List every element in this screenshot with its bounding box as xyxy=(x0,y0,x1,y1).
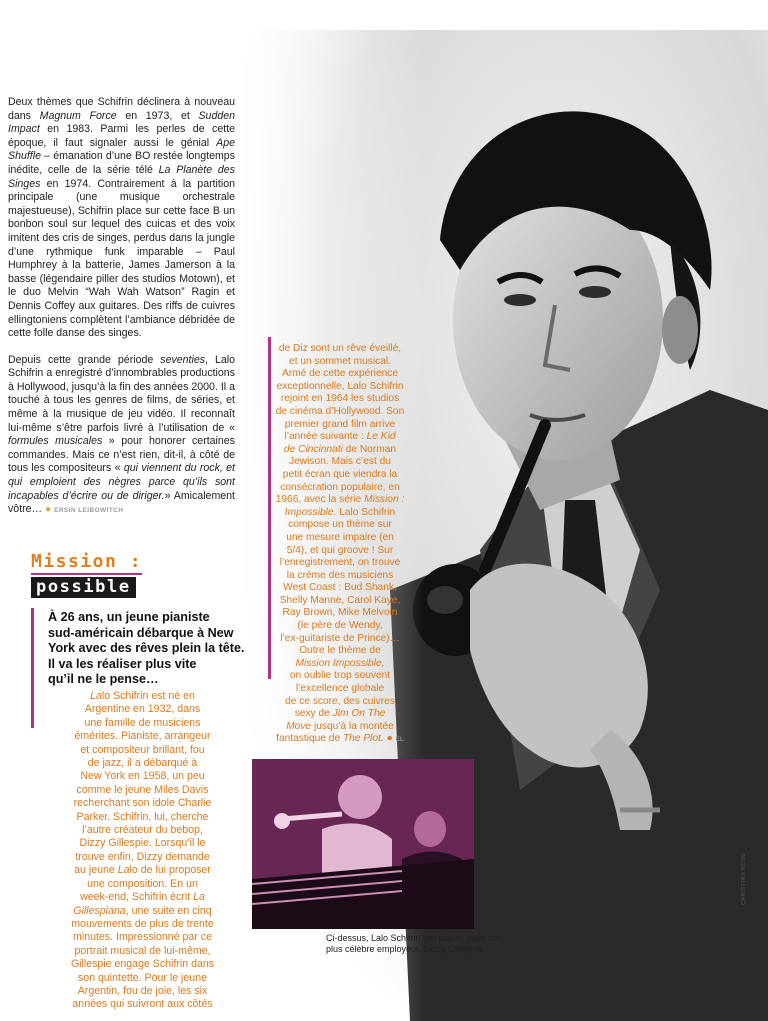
column-line: Impossible. Lalo Schifrin xyxy=(284,506,396,518)
column-line: New York en 1958, un peu xyxy=(80,770,205,783)
column-line: rejoint en 1964 les studios xyxy=(280,393,400,405)
section-heading xyxy=(31,552,161,598)
column-line: (le père de Wendy, xyxy=(297,620,383,632)
italic-text: formules musicales xyxy=(8,435,103,448)
text-run: » pour honorer certaines commandes. Mais ce n’est rien, dit-il, à côté de tous les compositeurs « xyxy=(8,435,235,475)
column-line: Mission Impossible, xyxy=(295,657,385,669)
column-line: la crème des musiciens xyxy=(286,569,394,581)
column-line: Argentine en 1932, dans xyxy=(84,703,201,716)
column-line: consécration populaire, en xyxy=(280,481,400,493)
column-line: compose un thème sur xyxy=(288,519,392,531)
column-line: on oublie trop souvent xyxy=(289,670,391,682)
article-paragraph-2 xyxy=(8,354,235,518)
column-line: Move jusqu’à la montée xyxy=(286,720,394,732)
text-run: – émanation d’une BO restée longtemps inédite, celle de la série télé xyxy=(8,150,235,176)
column-line: Ray Brown, Mike Melvoin xyxy=(282,607,398,619)
column-line: Armé de cette expérience xyxy=(281,368,399,380)
text-run: en 1973, et xyxy=(116,109,199,122)
column-line: sexy de Jim On The xyxy=(294,708,386,720)
article-paragraph-1 xyxy=(8,96,235,341)
author-signature: ERSIN LEIBOWITCH xyxy=(54,507,124,515)
column-line: l’enregistrement, on trouve xyxy=(279,557,401,569)
column-line: Argentin, fou de joie, les six xyxy=(77,984,208,997)
caption-line: Ci-dessus, Lalo Schifrin (au piano) avec son xyxy=(326,933,503,943)
column-line: et un sommet musical. xyxy=(289,355,391,367)
sidebar-column xyxy=(266,343,414,747)
body-column-orange xyxy=(40,690,245,1012)
text-run: Depuis cette grande période xyxy=(8,353,161,366)
lead-line: York avec des rêves plein la tête. xyxy=(48,641,245,655)
column-line: 1966, avec la série Mission : xyxy=(275,494,405,506)
column-line: de jazz, il a débarqué à xyxy=(87,757,198,770)
italic-text: qui viennent du rock, et qui emploient des nègres parce qu’ils sont incapables d’écrire ou de diriger. xyxy=(8,462,235,502)
column-line: exceptionnelle, Lalo Schifrin xyxy=(276,380,404,392)
column-line: de ce score, des cuivres xyxy=(285,695,395,707)
column-line: au jeune Lalo de lui proposer xyxy=(74,864,211,877)
text-run: Deux thèmes que Schifrin déclinera à nouveau dans xyxy=(8,96,235,122)
column-line: fantastique de The Plot. ● EL xyxy=(276,733,404,745)
italic-text: Ape Shuffle xyxy=(8,136,235,163)
column-line: années qui suivront aux côtés xyxy=(72,998,213,1011)
text-run: » Amicalement vôtre… xyxy=(8,489,236,516)
text-run: en 1974. Contrairement à la partition principale (une musique orchestrale majestueuse), Schifrin place sur cette face B un bonbon soul sur lequel des cuicas et des voix imitent des cris de singes, perdus dans la jungle d’une rythmique funk imparable – Paul Humphrey à la batterie, James Jamerson à la basse (légendaire piller des studios Motown), et le duo Melvin “Wah Wah Watson” Ragin et Dennis Coffey aux guitares. Des riffs de cuivres ellingtoniens complètent l’ambiance débridée de cette folle danse des singes. xyxy=(8,177,235,340)
column-line: Lalo Schifrin est né en xyxy=(90,690,195,702)
column-line: comme le jeune Miles Davis xyxy=(76,783,209,796)
article-column xyxy=(8,96,235,531)
column-line: Outre le thème de xyxy=(299,645,381,657)
column-line: minutes. Impressionné par ce xyxy=(73,931,212,944)
column-line: une mesure impaire (en xyxy=(286,531,394,543)
italic-text: La Planète des Singes xyxy=(8,163,235,190)
column-line: une composition. En un xyxy=(87,877,198,890)
column-line: Shelly Manne, Carol Kaye, xyxy=(279,594,401,606)
column-line: portrait musical de lui-même, xyxy=(74,944,211,957)
column-line: et compositeur brillant, fou xyxy=(80,743,205,756)
column-line: mouvements de plus de trente xyxy=(71,917,214,930)
text-run: en 1983. Parmi les perles de cette époque, il faut signaler aussi le génial xyxy=(8,123,235,149)
lead-line: qu’il ne le pense… xyxy=(48,672,159,686)
column-line: recherchant son idole Charlie xyxy=(73,797,212,810)
column-line: petit écran que viendra la xyxy=(282,468,398,480)
heading-line-2: possible xyxy=(31,577,136,598)
bullet-icon: ● xyxy=(45,504,52,516)
column-line: une famille de musiciens xyxy=(84,716,201,729)
column-line: week-end, Schifrin écrit La xyxy=(80,891,205,904)
italic-text: Sudden Impact xyxy=(8,109,236,136)
italic-text: Magnum Force xyxy=(39,109,117,122)
lead-line: sud-américain débarque à New xyxy=(48,625,234,640)
column-line: Parker. Schifrin, lui, cherche xyxy=(76,810,209,823)
column-line: l’ex-guitariste de Prince)… xyxy=(280,632,400,644)
italic-text: seventies xyxy=(160,353,206,366)
column-line: l’année suivante : Le Kid xyxy=(284,431,396,443)
divider-rule-left xyxy=(31,608,34,728)
column-line: Gillespiana, une suite en cinq xyxy=(73,904,212,917)
column-line: de Diz sont un rêve éveillé, xyxy=(278,343,402,354)
photo-caption xyxy=(326,933,503,955)
column-line: West Coast : Bud Shank, xyxy=(283,582,397,594)
photo-credit: CHRISTIAN ROSE xyxy=(741,852,747,905)
column-line: Jewison. Mais c’est du xyxy=(289,456,391,468)
heading-line-1: Mission : xyxy=(31,551,143,572)
lead-paragraph xyxy=(48,610,258,688)
column-line: de cinéma d’Hollywood. Son xyxy=(275,405,405,417)
column-line: 5/4), et qui groove ! Sur xyxy=(286,544,394,556)
caption-line: plus célèbre employeur, Dizzy Gillespie. xyxy=(326,944,486,954)
lead-line: Il va les réaliser plus vite xyxy=(48,656,197,671)
column-line: de Cincinnati de Norman xyxy=(283,443,397,455)
column-line: Gillespie engage Schifrin dans xyxy=(70,958,215,971)
heading-line-1-wrap xyxy=(31,552,142,575)
inset-photo xyxy=(252,759,474,929)
column-line: l’autre créateur du bebop, xyxy=(82,824,203,837)
column-line: Dizzy Gillespie. Lorsqu’il le xyxy=(79,837,206,850)
column-line: trouve enfin, Dizzy demande xyxy=(75,850,210,863)
column-line: premier grand film arrive xyxy=(284,418,396,430)
column-line: émérites. Pianiste, arrangeur xyxy=(74,730,211,743)
text-run: , Lalo Schifrin a enregistré d’innombrables productions à Hollywood, jusqu’à la fin des années 2000. Il a touché à tous les genres de films, de séries, et même à la musique de jeu vidéo. Il reconnaît lui-même s’être parfois livré à l’utilisation de « xyxy=(8,353,235,434)
column-line: l’excellence globale xyxy=(295,683,385,695)
lead-line: À 26 ans, un jeune pianiste xyxy=(48,610,210,624)
column-line: son quintette. Pour le jeune xyxy=(78,971,207,984)
